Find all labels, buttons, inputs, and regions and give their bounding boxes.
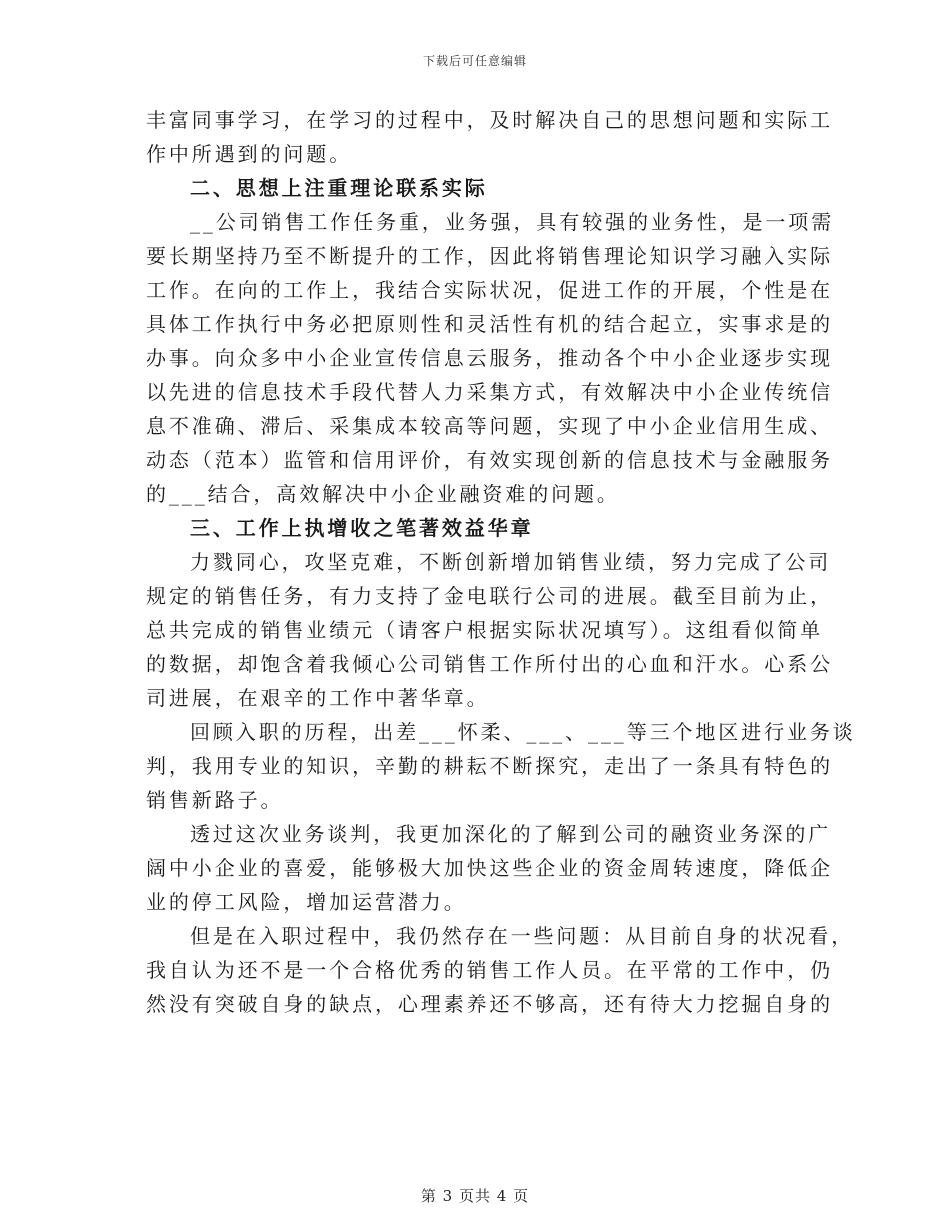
text-line: 阔中小企业的喜爱，能够极大加快这些企业的资金周转速度，降低企 <box>146 856 833 880</box>
text-line: 工作。在向的工作上，我结合实际状况，促进工作的开展，个性是在 <box>146 278 833 302</box>
text-line: 我自认为还不是一个合格优秀的销售工作人员。在平常的工作中，仍 <box>146 958 833 982</box>
text-line: 息不准确、滞后、采集成本较高等问题，实现了中小企业信用生成、 <box>146 414 833 438</box>
text-line: 销售新路子。 <box>146 788 284 812</box>
paragraph-continued <box>146 103 833 171</box>
text-line: 业的停工风险，增加运营潜力。 <box>146 890 467 914</box>
text-line: 但是在入职过程中，我仍然存在一些问题：从目前自身的状况看， <box>190 924 855 948</box>
section-heading-2: 二、思想上注重理论联系实际 <box>190 176 488 200</box>
text-line: 的___结合，高效解决中小企业融资难的问题。 <box>146 482 620 506</box>
text-line: __公司销售工作任务重，业务强，具有较强的业务性，是一项需 <box>190 210 835 234</box>
section-heading-3: 三、工作上执增收之笔著效益华章 <box>190 516 534 540</box>
text-line: 丰富同事学习，在学习的过程中，及时解决自己的思想问题和实际工 <box>146 108 833 132</box>
paragraph-problems <box>146 919 855 1021</box>
paragraph-sales-results <box>146 545 833 715</box>
text-line: 回顾入职的历程，出差___怀柔、___、___等三个地区进行业务谈 <box>190 720 856 744</box>
text-line: 规定的销售任务，有力支持了金电联行公司的进展。截至目前为止， <box>146 584 833 608</box>
page-header: 下载后可任意编辑 <box>422 54 527 68</box>
text-line: 办事。向众多中小企业宣传信息云服务，推动各个中小企业逐步实现 <box>146 346 833 370</box>
text-line: 司进展，在艰辛的工作中著华章。 <box>146 686 490 710</box>
text-line: 力戮同心，攻坚克难，不断创新增加销售业绩，努力完成了公司 <box>190 550 832 574</box>
text-line: 动态（范本）监管和信用评价，有效实现创新的信息技术与金融服务 <box>146 448 833 472</box>
page-number: 第 3 页共 4 页 <box>420 1187 530 1205</box>
document-body <box>146 103 856 1021</box>
text-line: 要长期坚持乃至不断提升的工作，因此将销售理论知识学习融入实际 <box>146 244 833 268</box>
paragraph-theory-practice <box>146 205 835 511</box>
paragraph-negotiation <box>146 817 833 919</box>
text-line: 具体工作执行中务必把原则性和灵活性有机的结合起立，实事求是的 <box>146 312 833 336</box>
text-line: 然没有突破自身的缺点，心理素养还不够高，还有待大力挖掘自身的 <box>146 992 833 1016</box>
text-line: 总共完成的销售业绩元（请客户根据实际状况填写）。这组看似简单 <box>146 618 823 642</box>
text-line: 作中所遇到的问题。 <box>146 142 353 166</box>
paragraph-review-history <box>146 715 856 817</box>
text-line: 以先进的信息技术手段代替人力采集方式，有效解决中小企业传统信 <box>146 380 833 404</box>
text-line: 的数据，却饱含着我倾心公司销售工作所付出的心血和汗水。心系公 <box>146 652 833 676</box>
text-line: 判，我用专业的知识，辛勤的耕耘不断探究，走出了一条具有特色的 <box>146 754 833 778</box>
text-line: 透过这次业务谈判，我更加深化的了解到公司的融资业务深的广 <box>190 822 832 846</box>
